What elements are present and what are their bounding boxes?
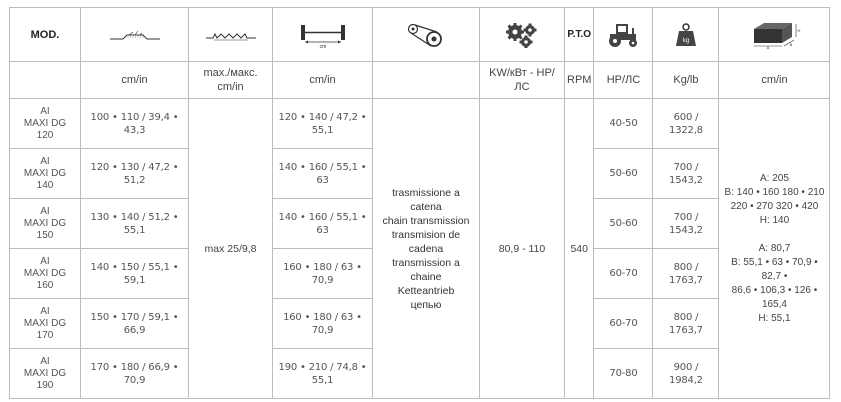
model-cell: AI MAXI DG 190 bbox=[10, 349, 81, 399]
model-cell: AI MAXI DG 160 bbox=[10, 249, 81, 299]
weight-icon bbox=[653, 8, 719, 62]
weight-cell: 800 / 1763,7 bbox=[653, 299, 719, 349]
units-row bbox=[10, 62, 830, 99]
power-cell: 80,9 - 110 bbox=[480, 99, 565, 399]
chain-transmission-cell: trasmissione a catena chain transmission transmision de cadena transmission a chaine Ketteantrieb цепью bbox=[373, 99, 480, 399]
units-weight: Kg/lb bbox=[653, 62, 719, 99]
pto-header: P.T.O bbox=[565, 8, 594, 62]
weight-cell: 700 / 1543,2 bbox=[653, 149, 719, 199]
depth-cell: 120 • 130 / 47,2 • 51,2 bbox=[81, 149, 189, 199]
tractor-cell: 50-60 bbox=[594, 199, 653, 249]
svg-text:B: B bbox=[790, 41, 793, 47]
model-cell: AI MAXI DG 140 bbox=[10, 149, 81, 199]
mod-header: MOD. bbox=[10, 8, 81, 62]
rotor-cell: 160 • 180 / 63 • 70,9 bbox=[273, 299, 373, 349]
units-pto: RPM bbox=[565, 62, 594, 99]
tractor-cell: 40-50 bbox=[594, 99, 653, 149]
depth-cell: 140 • 150 / 55,1 • 59,1 bbox=[81, 249, 189, 299]
units-mod-cell bbox=[10, 62, 81, 99]
box-dimensions-icon bbox=[719, 8, 830, 62]
weight-cell: 800 / 1763,7 bbox=[653, 249, 719, 299]
units-tractor: HP/ЛС bbox=[594, 62, 653, 99]
depth-cell: 100 • 110 / 39,4 • 43,3 bbox=[81, 99, 189, 149]
chain-transmission-icon bbox=[373, 8, 480, 62]
model-cell: AI MAXI DG 170 bbox=[10, 299, 81, 349]
rotor-cell: 140 • 160 / 55,1 • 63 bbox=[273, 149, 373, 199]
tractor-cell: 50-60 bbox=[594, 149, 653, 199]
svg-text:A: A bbox=[767, 44, 770, 50]
header-row bbox=[10, 8, 830, 62]
depth-cell: 170 • 180 / 66,9 • 70,9 bbox=[81, 349, 189, 399]
tractor-icon bbox=[594, 8, 653, 62]
units-dims: cm/in bbox=[719, 62, 830, 99]
gears-power-icon bbox=[480, 8, 565, 62]
rotor-unit-text: cm bbox=[319, 43, 326, 50]
working-width-icon bbox=[189, 8, 273, 62]
tractor-cell: 70-80 bbox=[594, 349, 653, 399]
rotor-cell: 140 • 160 / 55,1 • 63 bbox=[273, 199, 373, 249]
spec-table bbox=[9, 7, 830, 399]
rotor-cell: 160 • 180 / 63 • 70,9 bbox=[273, 249, 373, 299]
units-chain bbox=[373, 62, 480, 99]
table-row bbox=[10, 99, 830, 149]
pto-cell: 540 bbox=[565, 99, 594, 399]
model-cell: AI MAXI DG 150 bbox=[10, 199, 81, 249]
rotor-cell: 120 • 140 / 47,2 • 55,1 bbox=[273, 99, 373, 149]
units-width: max./макс. cm/in bbox=[189, 62, 273, 99]
rotor-width-icon bbox=[273, 8, 373, 62]
units-rotor: cm/in bbox=[273, 62, 373, 99]
rotor-cell: 190 • 210 / 74,8 • 55,1 bbox=[273, 349, 373, 399]
working-width-cell: max 25/9,8 bbox=[189, 99, 273, 399]
tractor-cell: 60-70 bbox=[594, 299, 653, 349]
weight-cell: 700 / 1543,2 bbox=[653, 199, 719, 249]
weight-cell: 600 / 1322,8 bbox=[653, 99, 719, 149]
tractor-cell: 60-70 bbox=[594, 249, 653, 299]
svg-text:H: H bbox=[798, 27, 801, 33]
depth-cell: 130 • 140 / 51,2 • 55,1 bbox=[81, 199, 189, 249]
dimensions-cell: A: 205 B: 140 • 160 180 • 210 220 • 270 320 • 420 H: 140 A: 80,7 B: 55,1 • 63 • 70,9 • 82,7 • 86,6 • 106,3 • 126 • 165,4 H: 55,1 bbox=[719, 99, 830, 399]
units-depth: cm/in bbox=[81, 62, 189, 99]
units-power: KW/кВт - HP/ЛС bbox=[480, 62, 565, 99]
svg-text:kg: kg bbox=[682, 37, 690, 44]
weight-cell: 900 / 1984,2 bbox=[653, 349, 719, 399]
model-cell: AI MAXI DG 120 bbox=[10, 99, 81, 149]
working-depth-icon bbox=[81, 8, 189, 62]
depth-cell: 150 • 170 / 59,1 • 66,9 bbox=[81, 299, 189, 349]
